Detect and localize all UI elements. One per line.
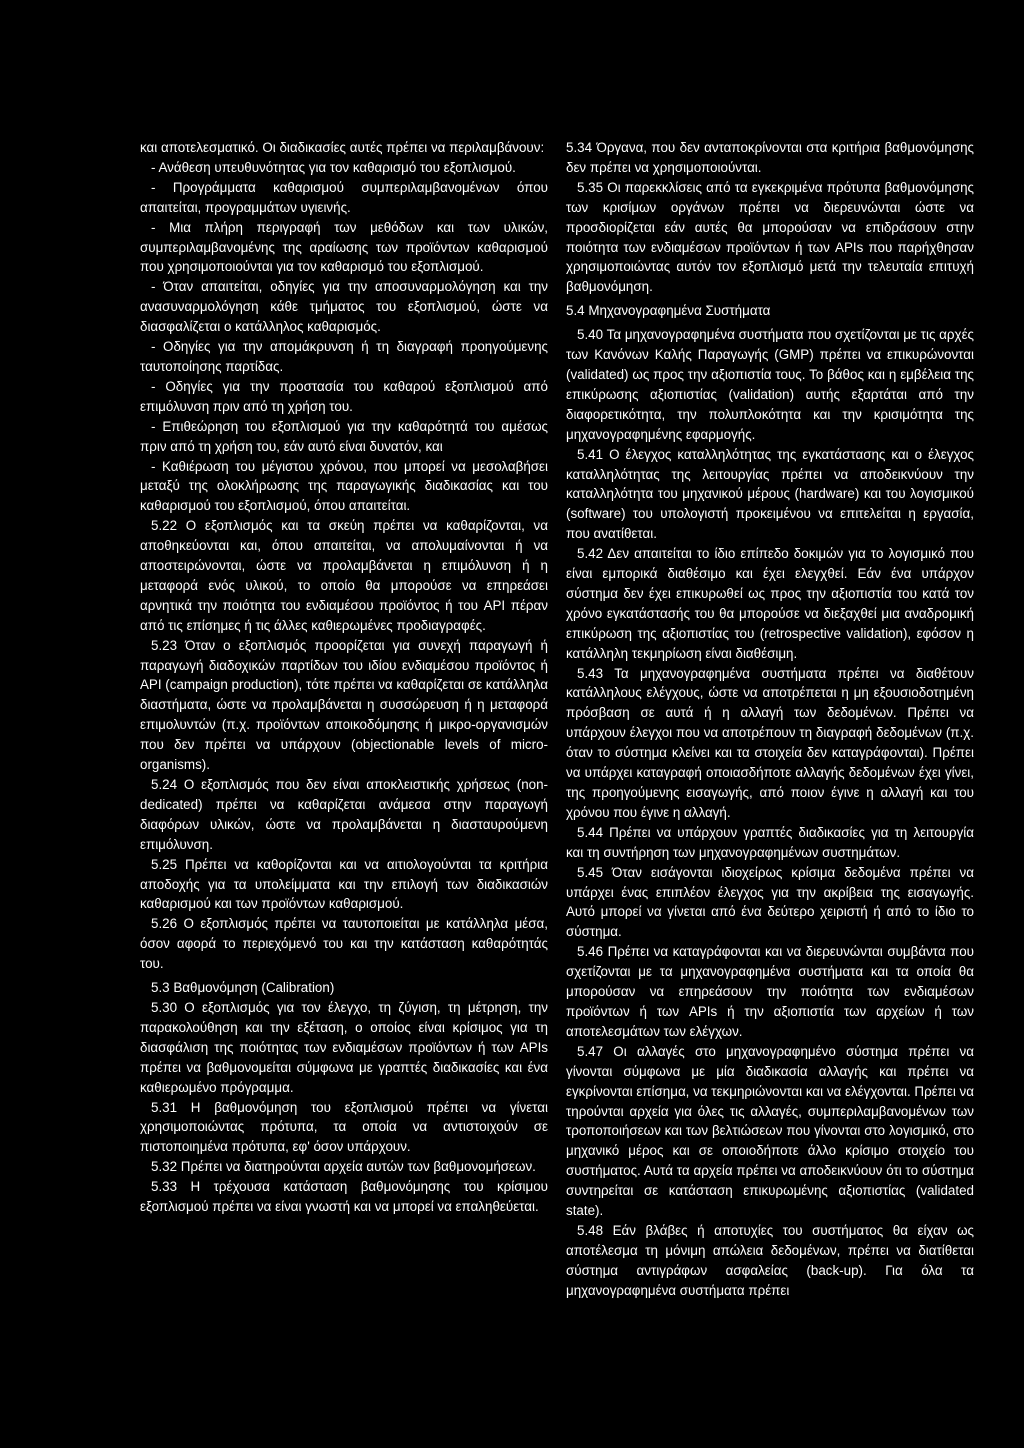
paragraph-5-34: 5.34 Όργανα, που δεν ανταποκρίνονται στα κριτήρια βαθμονόμησης δεν πρέπει να χρησιμοποιούνται. <box>566 140 974 175</box>
paragraph: και αποτελεσματικό. Οι διαδικασίες αυτές πρέπει να περιλαμβάνουν: <box>140 140 545 155</box>
paragraph-5-32: 5.32 Πρέπει να διατηρούνται αρχεία αυτών των βαθμονομήσεων. <box>151 1159 536 1175</box>
paragraph-5-24: 5.24 Ο εξοπλισμός που δεν είναι αποκλειστικής χρήσεως (non-dedicated) πρέπει να καθαρίζεται ανάμεσα στην παραγωγή διαφόρων υλικών, ώστε να προλαμβάνεται η διασταυρούμενη επιμόλυνση. <box>140 777 548 852</box>
left-column <box>140 138 548 1217</box>
paragraph-5-30: 5.30 Ο εξοπλισμός για τον έλεγχο, τη ζύγιση, τη μέτρηση, την παρακολούθηση και την εξέταση, ο οποίος είναι κρίσιμος για τη διασφάλιση της ποιότητας των ενδιαμέσων προϊόντων ή των APIs πρέπει να βαθμονομείται σύμφωνα με γραπτές διαδικασίες και ένα καθιερωμένο πρόγραμμα. <box>140 999 548 1095</box>
paragraph-5-42: 5.42 Δεν απαιτείται το ίδιο επίπεδο δοκιμών για το λογισμικό που είναι εμπορικά διαθέσιμο και έχει ελεγχθεί. Εάν ένα υπάρχον σύστημα δεν έχει επικυρωθεί ως προς την αξιοπιστία του κατά τον χρόνο εγκατάστασής του θα μπορούσε να διεξαχθεί μια αναδρομική επικύρωση της αξιοπιστίας του (retrospective validation), εφόσον η κατάλληλη τεκμηρίωση είναι διαθέσιμη. <box>566 546 974 661</box>
paragraph-5-46: 5.46 Πρέπει να καταγράφονται και να διερευνώνται συμβάντα που σχετίζονται με τα μηχανογραφημένα συστήματα και τα οποία θα μπορούσαν να επηρεάσουν την ποιότητα των ενδιαμέσων προϊόντων ή των APIs ή την αξιοπιστία των αρχείων ή των αποτελεσμάτων των ελέγχων. <box>566 944 974 1039</box>
paragraph-5-31: 5.31 Η βαθμονόμηση του εξοπλισμού πρέπει να γίνεται χρησιμοποιώντας πρότυπα, τα οποία να αντιστοιχούν σε πιστοποιημένα πρότυπα, εφ' όσον υπάρχουν. <box>140 1099 548 1155</box>
paragraph-5-26: 5.26 Ο εξοπλισμός πρέπει να ταυτοποιείται με κατάλληλα μέσα, όσον αφορά το περιεχόμενό του και την κατάσταση καθαρότητάς του. <box>140 916 548 972</box>
paragraph: - Οδηγίες για την προστασία του καθαρού εξοπλισμού από επιμόλυνση πριν από τη χρήση του. <box>140 378 548 414</box>
right-column <box>566 138 974 1301</box>
paragraph-5-48: 5.48 Εάν βλάβες ή αποτυχίες του συστήματος θα είχαν ως αποτέλεσμα τη μόνιμη απώλεια δεδομένων, πρέπει να διατίθεται σύστημα αντιγράφων ασφαλείας (back-up). Για όλα τα μηχανογραφημένα συστήματα πρέπει <box>566 1222 974 1298</box>
paragraph: - Ανάθεση υπευθυνότητας για τον καθαρισμό του εξοπλισμού. <box>151 159 516 175</box>
section-heading-computerized-systems: 5.4 Μηχανογραφημένα Συστήματα <box>566 303 771 319</box>
paragraph-5-41: 5.41 Ο έλεγχος καταλληλότητας της εγκατάστασης και ο έλεγχος καταλληλότητας της λειτουργίας πρέπει να αποδεικνύουν την καταλληλότητα του μηχανικού μέρους (hardware) και του λογισμικού (software) του υπολογιστή προκειμένου να επιτελείται η εργασία, που ανατίθεται. <box>566 446 974 542</box>
paragraph: - Καθιέρωση του μέγιστου χρόνου, που μπορεί να μεσολαβήσει μεταξύ της ολοκλήρωσης της παραγωγικής διαδικασίας και του καθαρισμού του εξοπλισμού, όπου απαιτείται. <box>140 458 548 514</box>
section-heading-calibration: 5.3 Βαθμονόμηση (Calibration) <box>151 980 335 996</box>
paragraph: - Οδηγίες για την απομάκρυνση ή τη διαγραφή προηγούμενης ταυτοποίησης παρτίδας. <box>140 339 548 374</box>
paragraph: - Προγράμματα καθαρισμού συμπεριλαμβανομένων όπου απαιτείται, προγραμμάτων υγιεινής. <box>140 179 548 215</box>
paragraph-5-47: 5.47 Οι αλλαγές στο μηχανογραφημένο σύστημα πρέπει να γίνονται σύμφωνα με μία διαδικασία αλλαγής και πρέπει να εγκρίνονται επίσημα, να τεκμηριώνονται και να ελέγχονται. Πρέπει να τηρούνται αρχεία για όλες τις αλλαγές, συμπεριλαμβανομένων των τροποποιήσεων και των βελτιώσεων που γίνονται στο λογισμικό, στο μηχανικό μέρος και σε οποιοδήποτε άλλο κρίσιμο στοιχείο του συστήματος. Αυτά τα αρχεία πρέπει να αποδεικνύουν ότι το σύστημα συντηρείται σε κατάσταση επικυρωμένης αξιοπιστίας (validated state). <box>566 1043 974 1219</box>
paragraph-5-35: 5.35 Οι παρεκκλίσεις από τα εγκεκριμένα πρότυπα βαθμονόμησης των κρισίμων οργάνων πρέπει να διερευνώνται ώστε να προσδιορίζεται εάν αυτές θα μπορούσαν να επιδράσουν στην ποιότητα των ενδιαμέσων προϊόντων ή των APIs που παρήχθησαν χρησιμοποιώντας αυτόν τον εξοπλισμό μετά την τελευταία επιτυχή βαθμονόμηση. <box>566 179 974 295</box>
paragraph-5-23: 5.23 Όταν ο εξοπλισμός προορίζεται για συνεχή παραγωγή ή παραγωγή διαδοχικών παρτίδων του ιδίου ενδιαμέσου προϊόντος ή API (campaign production), τότε πρέπει να καθαρίζεται σε κατάλληλα διαστήματα, ώστε να προλαμβάνεται η συσσώρευση ή η μεταφορά επιμολυντών (π.χ. προϊόντων αποικοδόμησης ή μικρο-οργανισμών που δεν πρέπει να υπάρχουν (objectionable levels of micro-organisms). <box>140 637 548 773</box>
paragraph: - Μια πλήρη περιγραφή των μεθόδων και των υλικών, συμπεριλαμβανομένης της αραίωσης των προϊόντων καθαρισμού που χρησιμοποιούνται για τον καθαρισμό του εξοπλισμού. <box>140 219 548 275</box>
paragraph: - Επιθεώρηση του εξοπλισμού για την καθαρότητά του αμέσως πριν από τη χρήση του, εάν αυτό είναι δυνατόν, και <box>140 418 548 454</box>
paragraph: - Όταν απαιτείται, οδηγίες για την αποσυναρμολόγηση και την ανασυναρμολόγηση κάθε τμήματος του εξοπλισμού, ώστε να διασφαλίζεται ο κατάλληλος καθαρισμός. <box>140 279 548 335</box>
paragraph-5-44: 5.44 Πρέπει να υπάρχουν γραπτές διαδικασίες για τη λειτουργία και τη συντήρηση των μηχανογραφημένων συστημάτων. <box>566 824 974 860</box>
paragraph-5-45: 5.45 Όταν εισάγονται ιδιοχείρως κρίσιμα δεδομένα πρέπει να υπάρχει ένας επιπλέον έλεγχος για την ακρίβεια της εισαγωγής. Αυτό μπορεί να γίνεται από ένα δεύτερο χειριστή ή από το ίδιο το σύστημα. <box>566 864 974 940</box>
paragraph-5-33: 5.33 Η τρέχουσα κατάσταση βαθμονόμησης του κρίσιμου εξοπλισμού πρέπει να είναι γνωστή και να μπορεί να επαληθεύεται. <box>140 1179 548 1215</box>
paragraph-5-40: 5.40 Τα μηχανογραφημένα συστήματα που σχετίζονται με τις αρχές των Κανόνων Καλής Παραγωγής (GMP) πρέπει να επικυρώνονται (validated) ως προς την αξιοπιστία τους. Το βάθος και η εμβέλεια της επικύρωσης αξιοπιστίας (validation) αυτής εξαρτάται από την διαφορετικότητα, την πολυπλοκότητα και την κρισιμότητα της μηχανογραφημένης εφαρμογής. <box>566 327 974 442</box>
paragraph-5-43: 5.43 Τα μηχανογραφημένα συστήματα πρέπει να διαθέτουν κατάλληλους ελέγχους, ώστε να αποτρέπεται η μη εξουσιοδοτημένη πρόσβαση σε αυτά ή η αλλαγή των δεδομένων. Πρέπει να υπάρχουν έλεγχοι που να αποτρέπουν τη διαγραφή δεδομένων (π.χ. όταν το σύστημα κλείνει και τα στοιχεία δεν καταγράφονται). Πρέπει να υπάρχει καταγραφή οποιασδήποτε αλλαγής δεδομένων έχει γίνει, της προηγούμενης εισαγωγής, από ποιον έγινε η αλλαγή και του χρόνου που έγινε η αλλαγή. <box>566 665 974 820</box>
paragraph-5-25: 5.25 Πρέπει να καθορίζονται και να αιτιολογούνται τα κριτήρια αποδοχής για τα υπολείμματα και την επιλογή των διαδικασιών καθαρισμού και των προϊόντων καθαρισμού. <box>140 856 548 912</box>
paragraph-5-22: 5.22 Ο εξοπλισμός και τα σκεύη πρέπει να καθαρίζονται, να αποθηκεύονται και, όπου απαιτείται, να απολυμαίνονται ή να αποστειρώνονται, ώστε να προλαμβάνεται η επιμόλυνση ή η μεταφορά ενός υλικού, το οποίο θα μπορούσε να επηρεάσει αρνητικά την ποιότητα του ενδιαμέσου προϊόντος ή του API πέραν από τις επίσημες ή τις άλλες καθιερωμένες προδιαγραφές. <box>140 518 548 633</box>
